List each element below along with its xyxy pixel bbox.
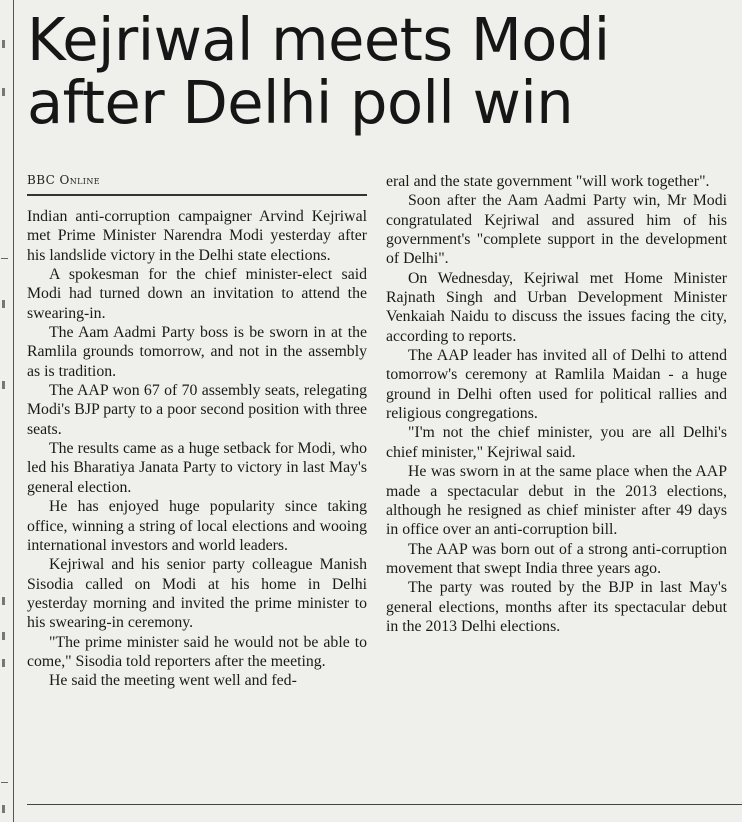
byline-rule [27, 194, 367, 196]
column-divider-left [13, 0, 14, 822]
byline: BBC Online [27, 173, 101, 187]
article-column-2 [386, 172, 727, 636]
paragraph: Indian anti-corruption campaigner Arvind Kejriwal met Prime Minister Narendra Modi yesterday after his landslide victory in the Delhi state elections. [27, 208, 367, 264]
paragraph: He was sworn in at the same place when the AAP made a spectacular debut in the 2013 elections, although he resigned as chief minister after 49 days in office over an anti-corruption bill. [386, 463, 727, 539]
paragraph: The party was routed by the BJP in last May's general elections, months after its spectacular debut in the 2013 Delhi elections. [386, 579, 727, 635]
headline [27, 5, 739, 137]
paragraph: The AAP leader has invited all of Delhi to attend tomorrow's ceremony at Ramlila Maidan - a huge ground in Delhi often used for political rallies and religious congregations. [386, 347, 727, 423]
paragraph: "I'm not the chief minister, you are all Delhi's chief minister," Kejriwal said. [386, 424, 727, 461]
paragraph: He said the meeting went well and fed- [49, 672, 297, 690]
paragraph: Kejriwal and his senior party colleague Manish Sisodia called on Modi at his home in Delhi yesterday morning and invited the prime minister to his swearing-in ceremony. [27, 556, 367, 632]
article-column-1 [27, 207, 367, 691]
adjacent-article-edge [0, 0, 10, 822]
paragraph: He has enjoyed huge popularity since taking office, winning a string of local elections and wooing international investors and world leaders. [27, 498, 367, 554]
paragraph: "The prime minister said he would not be able to come," Sisodia told reporters after the meeting. [27, 633, 367, 670]
paragraph: The results came as a huge setback for Modi, who led his Bharatiya Janata Party to victory in last May's general election. [27, 440, 367, 496]
paragraph: The AAP was born out of a strong anti-corruption movement that swept India three years ago. [386, 540, 727, 577]
paragraph: On Wednesday, Kejriwal met Home Minister Rajnath Singh and Urban Development Minister Venkaiah Naidu to discuss the issues facing the city, according to reports. [386, 269, 727, 345]
headline-line-2: after Delhi poll win [27, 68, 574, 137]
paragraph: A spokesman for the chief minister-elect said Modi had turned down an invitation to attend the swearing-in. [27, 266, 367, 322]
paragraph: eral and the state government "will work together". [386, 173, 710, 190]
paragraph: The Aam Aadmi Party boss is be sworn in at the Ramlila grounds tomorrow, and not in the assembly as is tradition. [27, 324, 367, 380]
bottom-rule [27, 804, 742, 805]
paragraph: The AAP won 67 of 70 assembly seats, relegating Modi's BJP party to a poor second position with three seats. [27, 382, 367, 438]
headline-line-1: Kejriwal meets Modi [27, 5, 610, 74]
paragraph: Soon after the Aam Aadmi Party win, Mr Modi congratulated Kejriwal and assured him of his government's "complete support in the development of Delhi". [386, 192, 727, 268]
